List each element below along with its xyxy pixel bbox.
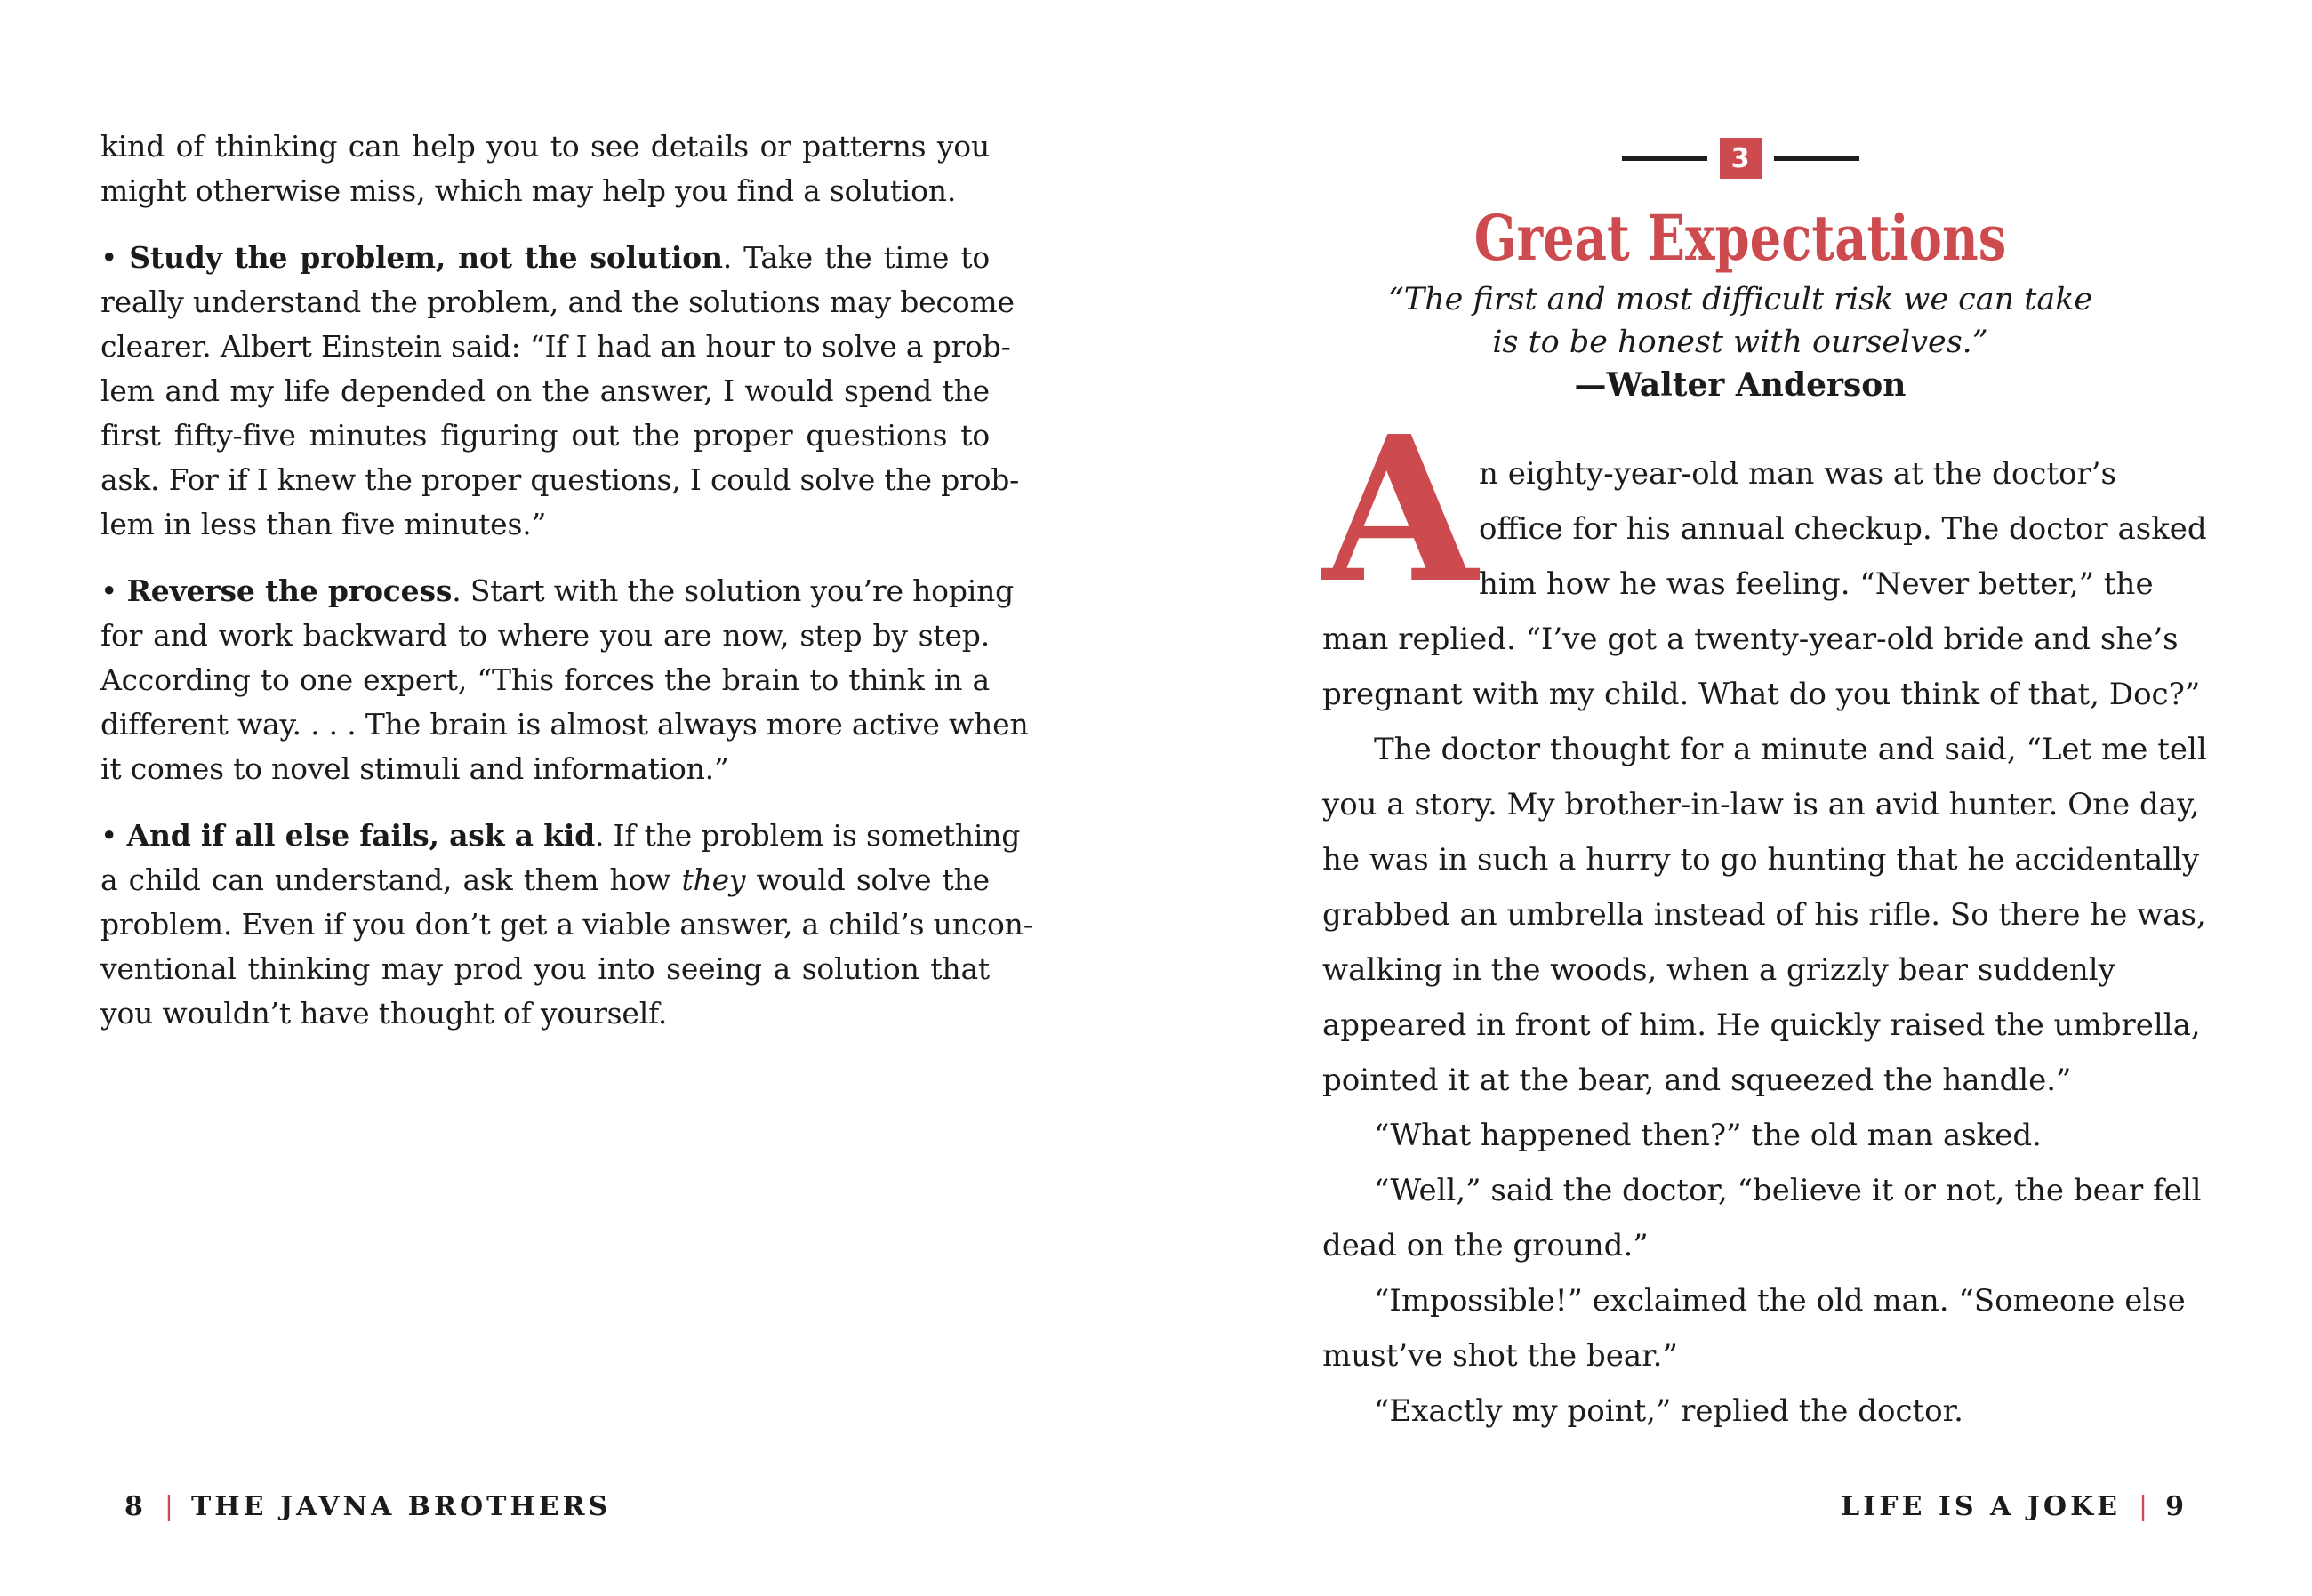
text-line: grabbed an umbrella instead of his rifle. So there he was, — [1322, 897, 2206, 933]
paragraph — [100, 569, 1029, 791]
text-line: must’ve shot the bear.” — [1322, 1338, 1678, 1374]
left-page-footer — [124, 1491, 611, 1522]
running-title-authors: THE JAVNA BROTHERS — [190, 1491, 612, 1522]
text-line: walking in the woods, when a grizzly bear suddenly — [1322, 952, 2115, 988]
text-line: pointed it at the bear, and squeezed the handle.” — [1322, 1063, 2072, 1098]
paragraph — [100, 124, 990, 213]
text-line: “What happened then?” the old man asked. — [1374, 1118, 2042, 1153]
text-line: man replied. “I’ve got a twenty-year-old bride and she’s — [1322, 622, 2179, 657]
ornament-dash-right — [1774, 156, 1859, 161]
drop-cap-letter: A — [1322, 393, 1478, 628]
text-line: he was in such a hurry to go hunting that he accidentally — [1322, 842, 2200, 878]
text-line: for and work backward to where you are now, step by step. — [100, 618, 990, 653]
left-page-body-text — [100, 124, 1033, 1036]
text-line: office for his annual checkup. The doctor asked — [1479, 511, 2207, 547]
text-line: “Impossible!” exclaimed the old man. “Someone else — [1374, 1283, 2186, 1319]
paragraph — [100, 814, 1033, 1036]
text-line: lem and my life depended on the answer, I would spend the — [100, 373, 990, 408]
text-line: The doctor thought for a minute and said, “Let me tell — [1374, 732, 2207, 767]
text-line: you wouldn’t have thought of yourself. — [100, 996, 668, 1031]
right-page-number: 9 — [2165, 1491, 2188, 1522]
text-line: ventional thinking may prod you into seeing a solution that — [100, 951, 990, 986]
text-line: really understand the problem, and the solutions may become — [100, 285, 1015, 319]
text-line: According to one expert, “This forces the brain to think in a — [100, 662, 990, 697]
chapter-title: Great Expectations — [1473, 201, 2007, 275]
text-line: n eighty-year-old man was at the doctor’s — [1479, 456, 2116, 492]
text-line: different way. . . . The brain is almost always more active when — [100, 707, 1029, 742]
text-line: • Reverse the process. Start with the solution you’re hoping — [100, 573, 1015, 608]
text-line: it comes to novel stimuli and information.” — [100, 751, 729, 786]
footer-separator: | — [2139, 1491, 2148, 1522]
text-line: appeared in front of him. He quickly raised the umbrella, — [1322, 1007, 2201, 1043]
text-line: him how he was feeling. “Never better,” the — [1479, 566, 2154, 602]
epigraph-line: “The first and most difficult risk we can take — [1387, 282, 2093, 317]
right-page-footer — [1841, 1491, 2188, 1522]
text-line: pregnant with my child. What do you think of that, Doc?” — [1322, 677, 2201, 712]
text-line: “Exactly my point,” replied the doctor. — [1374, 1393, 1963, 1429]
text-line: ask. For if I knew the proper questions, I could solve the prob- — [100, 462, 1020, 497]
running-title-book: LIFE IS A JOKE — [1841, 1491, 2122, 1522]
paragraph — [100, 236, 1020, 547]
epigraph — [1322, 278, 2158, 406]
chapter-ornament — [1322, 138, 2158, 179]
epigraph-attribution: —Walter Anderson — [1574, 366, 1907, 404]
text-line: • Study the problem, not the solution. Take the time to — [100, 240, 990, 275]
story-paragraphs — [1322, 722, 2207, 1439]
text-line: kind of thinking can help you to see details or patterns you — [100, 129, 990, 164]
text-line: dead on the ground.” — [1322, 1228, 1649, 1263]
text-line: “Well,” said the doctor, “believe it or not, the bear fell — [1374, 1173, 2202, 1208]
text-line: clearer. Albert Einstein said: “If I had an hour to solve a prob- — [100, 329, 1011, 364]
left-page-number: 8 — [124, 1491, 147, 1522]
text-line: problem. Even if you don’t get a viable answer, a child’s uncon- — [100, 907, 1033, 942]
right-page-body-text — [1322, 393, 2207, 1439]
text-line: you a story. My brother-in-law is an avid hunter. One day, — [1322, 787, 2200, 822]
text-line: first fifty-five minutes figuring out the proper questions to — [100, 418, 990, 453]
text-line: • And if all else fails, ask a kid. If the problem is something — [100, 818, 1021, 853]
text-line: a child can understand, ask them how they would solve the — [100, 862, 990, 897]
text-line: lem in less than five minutes.” — [100, 507, 547, 541]
epigraph-line: is to be honest with ourselves.” — [1492, 325, 1988, 360]
chapter-number-badge — [1720, 138, 1762, 179]
footer-separator: | — [164, 1491, 173, 1522]
chapter-number: 3 — [1730, 142, 1750, 174]
text-line: might otherwise miss, which may help you find a solution. — [100, 173, 957, 208]
ornament-dash-left — [1622, 156, 1707, 161]
